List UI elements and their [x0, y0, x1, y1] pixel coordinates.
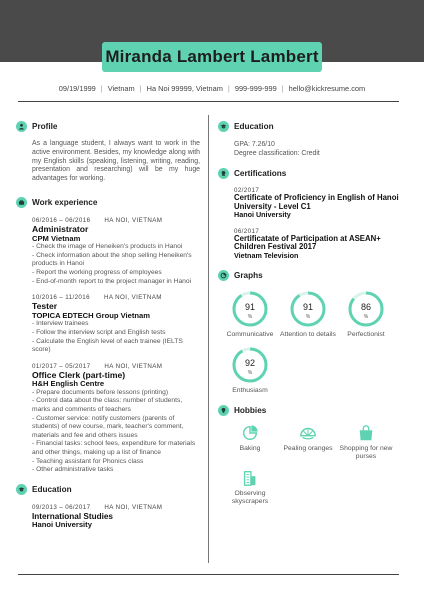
- bottom-divider: [18, 574, 399, 575]
- bullet: - Interview trainees: [32, 320, 89, 328]
- separator: |: [227, 84, 230, 93]
- hobby-item: [279, 424, 337, 461]
- graphs-grid: [218, 289, 400, 401]
- certificate-title: Certificatate of Participation at ASEAN+ Children Festival 2017: [234, 233, 381, 252]
- work-role: Administrator: [32, 223, 89, 234]
- gauge-ring: [346, 289, 386, 329]
- hobby-label: Pealing oranges: [283, 445, 333, 453]
- orange-slice-icon: [299, 424, 317, 442]
- bullet: - Follow the interview script and English tests: [32, 328, 166, 336]
- gauge-value: 91: [244, 302, 256, 313]
- bullet: - Control data about the class: number of students, marks and comments of teachers: [32, 397, 183, 414]
- work-location: HA NOI, VIETNAM: [104, 362, 163, 370]
- bullet: - Check information about the shop selling Heneiken's products in Hanoi: [32, 251, 192, 268]
- work-role: Tester: [32, 301, 58, 312]
- education-date-row: [32, 504, 200, 512]
- profile-header: [16, 119, 200, 133]
- graphs-section: [218, 268, 400, 401]
- work-dates: 01/2017 – 05/2017: [32, 362, 91, 370]
- hobby-item: [221, 469, 279, 506]
- work-org: CPM Vietnam: [32, 233, 81, 243]
- work-date-row: [32, 294, 200, 302]
- education-field: International Studies: [32, 511, 113, 521]
- gauge-unit: %: [363, 314, 369, 321]
- birth-date: 09/19/1999: [58, 84, 96, 93]
- work-entry: [16, 363, 200, 475]
- certificate-issuer: Vietnam Television: [234, 250, 299, 260]
- certificate-title: Certificate of Proficiency in English of Hanoi University - Level C1: [234, 193, 399, 211]
- name-box: [102, 42, 322, 72]
- phone: 999-999-999: [234, 84, 277, 93]
- hobby-label: Baking: [239, 445, 261, 453]
- contact-line: [0, 84, 424, 93]
- certifications-section: [218, 166, 400, 260]
- hobbies-section: [218, 403, 400, 514]
- bullet: - Calculate the English level of each trainee (IELTS score): [32, 337, 183, 354]
- work-dates: 10/2016 – 11/2016: [32, 294, 90, 302]
- gauge-label: Enthusiasm: [232, 387, 268, 395]
- work-bullets: [32, 320, 200, 354]
- gauge-ring: [230, 289, 270, 329]
- right-column: [218, 119, 400, 514]
- bullet: - Teaching assistant for Phonics class: [32, 457, 144, 465]
- work-org: H&H English Centre: [32, 379, 105, 389]
- hobbies-grid: [218, 424, 400, 514]
- work-entry: [16, 217, 200, 286]
- bullet: - Financial tasks: school fees, expenditure for materials and other things, making up a list of finance: [32, 440, 196, 457]
- work-org: TOPICA EDTECH Group Vietnam: [32, 310, 150, 320]
- lightbulb-icon: [218, 405, 229, 416]
- bullet: - Report the working progress of employees: [32, 268, 162, 276]
- work-section: [16, 196, 200, 475]
- education-section-right: [218, 119, 400, 158]
- work-entry: [16, 294, 200, 355]
- pie-chart-icon: [241, 424, 259, 442]
- bullet: - Other administrative tasks: [32, 466, 114, 474]
- separator: |: [139, 84, 142, 93]
- education-dates: 09/2013 – 06/2017: [32, 503, 91, 511]
- certificate-icon: [218, 168, 229, 179]
- education-title: Education: [32, 485, 72, 495]
- candidate-name: Miranda Lambert Lambert: [105, 47, 319, 66]
- education-location: HA NOI, VIETNAM: [104, 503, 163, 511]
- skill-gauge: [337, 289, 395, 339]
- graduation-cap-icon: [16, 484, 27, 495]
- work-title: Work experience: [32, 198, 98, 208]
- gauge-ring: [288, 289, 328, 329]
- bullet: - Prepare documents before lessons (printing): [32, 388, 169, 396]
- graphs-header: [218, 268, 400, 282]
- education-entry: [16, 504, 200, 530]
- gauge-unit: %: [247, 314, 253, 321]
- education-title: Education: [234, 121, 274, 131]
- country: Vietnam: [107, 84, 135, 93]
- certificate-issuer: Hanoi University: [234, 210, 291, 220]
- top-divider: [18, 101, 399, 102]
- certifications-title: Certifications: [234, 168, 287, 178]
- gauge-unit: %: [305, 314, 311, 321]
- bullet: - Check the image of Heneiken's products in Hanoi: [32, 243, 183, 251]
- profile-section: [16, 119, 200, 184]
- skyscraper-icon: [241, 469, 259, 487]
- separator: |: [100, 84, 103, 93]
- work-dates: 06/2016 – 06/2016: [32, 216, 91, 224]
- gpa: GPA: 7.26/10: [234, 141, 275, 148]
- column-divider: [208, 115, 209, 563]
- email[interactable]: hello@kickresume.com: [288, 84, 366, 93]
- chart-icon: [218, 270, 229, 281]
- shopping-bag-icon: [357, 424, 375, 442]
- certificate-entry: [218, 228, 400, 261]
- person-icon: [16, 121, 27, 132]
- certifications-header: [218, 166, 400, 180]
- work-location: HA NOI, VIETNAM: [103, 294, 162, 302]
- briefcase-icon: [16, 197, 27, 208]
- skill-gauge: [279, 289, 337, 339]
- profile-title: Profile: [32, 121, 58, 131]
- gauge-value: 92: [244, 358, 256, 369]
- skill-gauge: [221, 289, 279, 339]
- left-column: [16, 119, 200, 538]
- education-details: [218, 140, 400, 158]
- gauge-value: 91: [302, 302, 314, 313]
- certificate-date: 06/2017: [234, 227, 260, 235]
- bullet: - Customer service: notify customers (parents of students) of new course, mark, teacher's comment, materials and fee and others issues: [32, 414, 184, 439]
- gauge-label: Communicative: [226, 331, 274, 339]
- education-header: [16, 483, 200, 497]
- education-header: [218, 119, 400, 133]
- hobby-item: [337, 424, 395, 461]
- work-bullets: [32, 243, 200, 286]
- graphs-title: Graphs: [234, 270, 263, 280]
- hobby-label: Shopping for new purses: [339, 445, 393, 461]
- gauge-label: Perfectionist: [347, 331, 385, 339]
- work-role: Office Clerk (part-time): [32, 369, 126, 380]
- hobbies-title: Hobbies: [234, 405, 267, 415]
- work-bullets: [32, 389, 200, 475]
- gauge-ring: [230, 345, 270, 385]
- certificate-date: 02/2017: [234, 187, 260, 194]
- hobbies-header: [218, 403, 400, 417]
- graduation-cap-icon: [218, 121, 229, 132]
- work-header: [16, 196, 200, 210]
- address: Ha Noi 99999, Vietnam: [146, 84, 223, 93]
- profile-text: As a language student, I always want to work in the active environment. Besides, my knowledge along with my English skills (speaking, listening, writing, reading, presentation and researching) will be my huge advantages for working.: [32, 140, 200, 183]
- skill-gauge: [221, 345, 279, 395]
- hobby-label: Observing skyscrapers: [231, 490, 269, 506]
- degree-classification: Degree classification: Credit: [234, 150, 320, 157]
- gauge-value: 86: [360, 302, 372, 313]
- work-location: HA NOI, VIETNAM: [104, 216, 163, 224]
- gauge-unit: %: [247, 370, 253, 377]
- bullet: - End-of-month report to the project manager in Hanoi: [32, 277, 192, 285]
- education-section-left: [16, 483, 200, 530]
- separator: |: [281, 84, 284, 93]
- education-school: Hanoi University: [32, 520, 92, 530]
- hobby-item: [221, 424, 279, 461]
- certificate-entry: [218, 187, 400, 220]
- gauge-label: Attention to details: [280, 331, 336, 339]
